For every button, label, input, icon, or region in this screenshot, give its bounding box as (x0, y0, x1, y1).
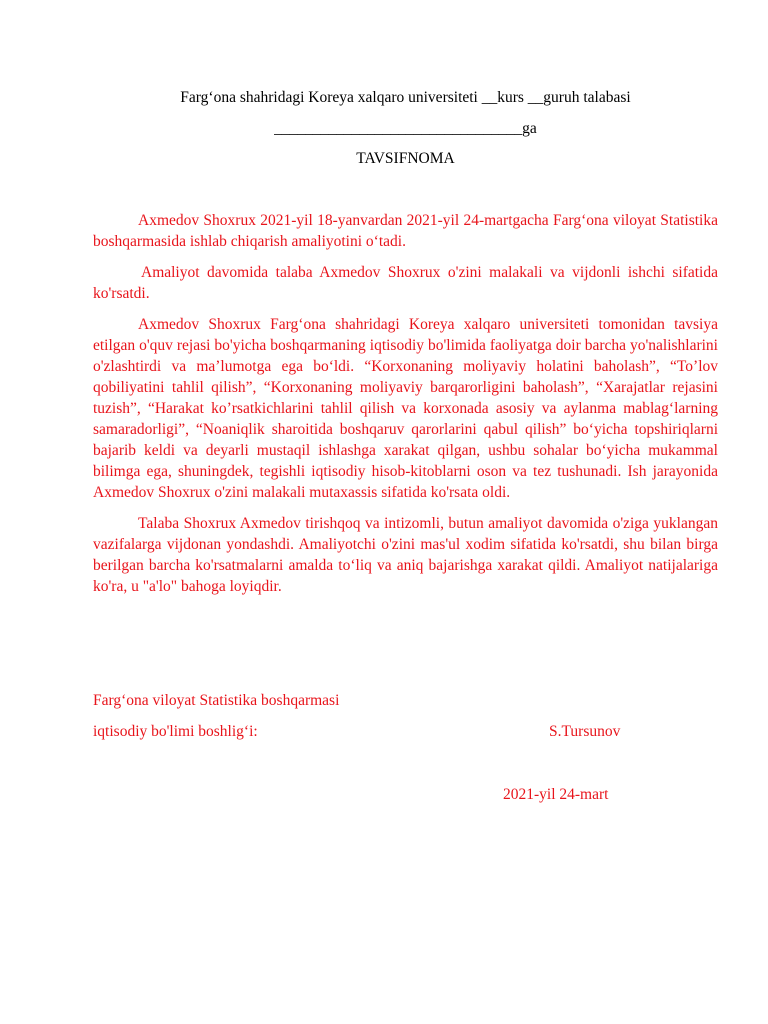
paragraph-performance: Amaliyot davomida talaba Axmedov Shoxrux o'zini malakali va vijdonli ishchi sifatida ko'rsatdi. (93, 264, 718, 302)
signer-organization: Farg‘ona viloyat Statistika boshqarmasi (93, 692, 340, 709)
paragraph-duties: Axmedov Shoxrux Farg‘ona shahridagi Koreya xalqaro universiteti tomonidan tavsiya etilgan o'quv rejasi bo'yicha boshqarmaning iqtisodiy bo'limida faoliyatga doir barcha yo'nalishlarini o'zlashtirdi va ma’lumotga ega bo‘ldi. “Korxonaning moliyaviy holatini baholash”, “To’lov qobiliyatini tahlil qilish”, “Korxonaning moliyaviy barqarorligini baholash”, “Xarajatlar rejasini tuzish”, “Harakat ko’rsatkichlarini tahlil qilish va korxonada asosiy va aylanma mablag‘larning samaradorligi”, “Noaniqlik sharoitida boshqaruv qarorlarini qabul qilish” bo‘yicha topshiriqlarni bajarib keldi va deyarli mustaqil ishlashga xarakat qilgan, ushbu sohalar bo‘yicha mukammal bilimga ega, shuningdek, tegishli iqtisodiy hisob-kitoblarni oson va tez tushunadi. Ish jarayonida Axmedov Shoxrux o'zini malakali mutaxassis sifatida ko'rsata oldi. (93, 316, 718, 501)
document-title: TAVSIFNOMA (356, 150, 455, 167)
recipient-name-blank: ________________________________ga (274, 120, 537, 137)
document-date: 2021-yil 24-mart (503, 786, 609, 803)
recipient-line: Farg‘ona shahridagi Koreya xalqaro universiteti __kurs __guruh talabasi (180, 89, 631, 106)
paragraph-internship-period: Axmedov Shoxrux 2021-yil 18-yanvardan 2021-yil 24-martgacha Farg‘ona viloyat Statistika boshqarmasida ishlab chiqarish amaliyotini o‘tadi. (93, 212, 718, 250)
signer-position: iqtisodiy bo'limi boshlig‘i: (93, 723, 258, 740)
signature-line (93, 722, 718, 742)
paragraph-conclusion: Talaba Shoxrux Axmedov tirishqoq va intizomli, butun amaliyot davomida o'ziga yuklangan vazifalarga vijdonan yondashdi. Amaliyotchi o'zini mas'ul xodim sifatida ko'rsatdi, shu bilan birga berilgan barcha ko'rsatmalarni amalda to‘liq va aniq bajarishga xarakat qildi. Amaliyot natijalariga ko'ra, u "a'lo" bahoga loyiqdir. (93, 515, 718, 595)
signer-name: S.Tursunov (549, 723, 621, 740)
document-body (93, 210, 718, 607)
